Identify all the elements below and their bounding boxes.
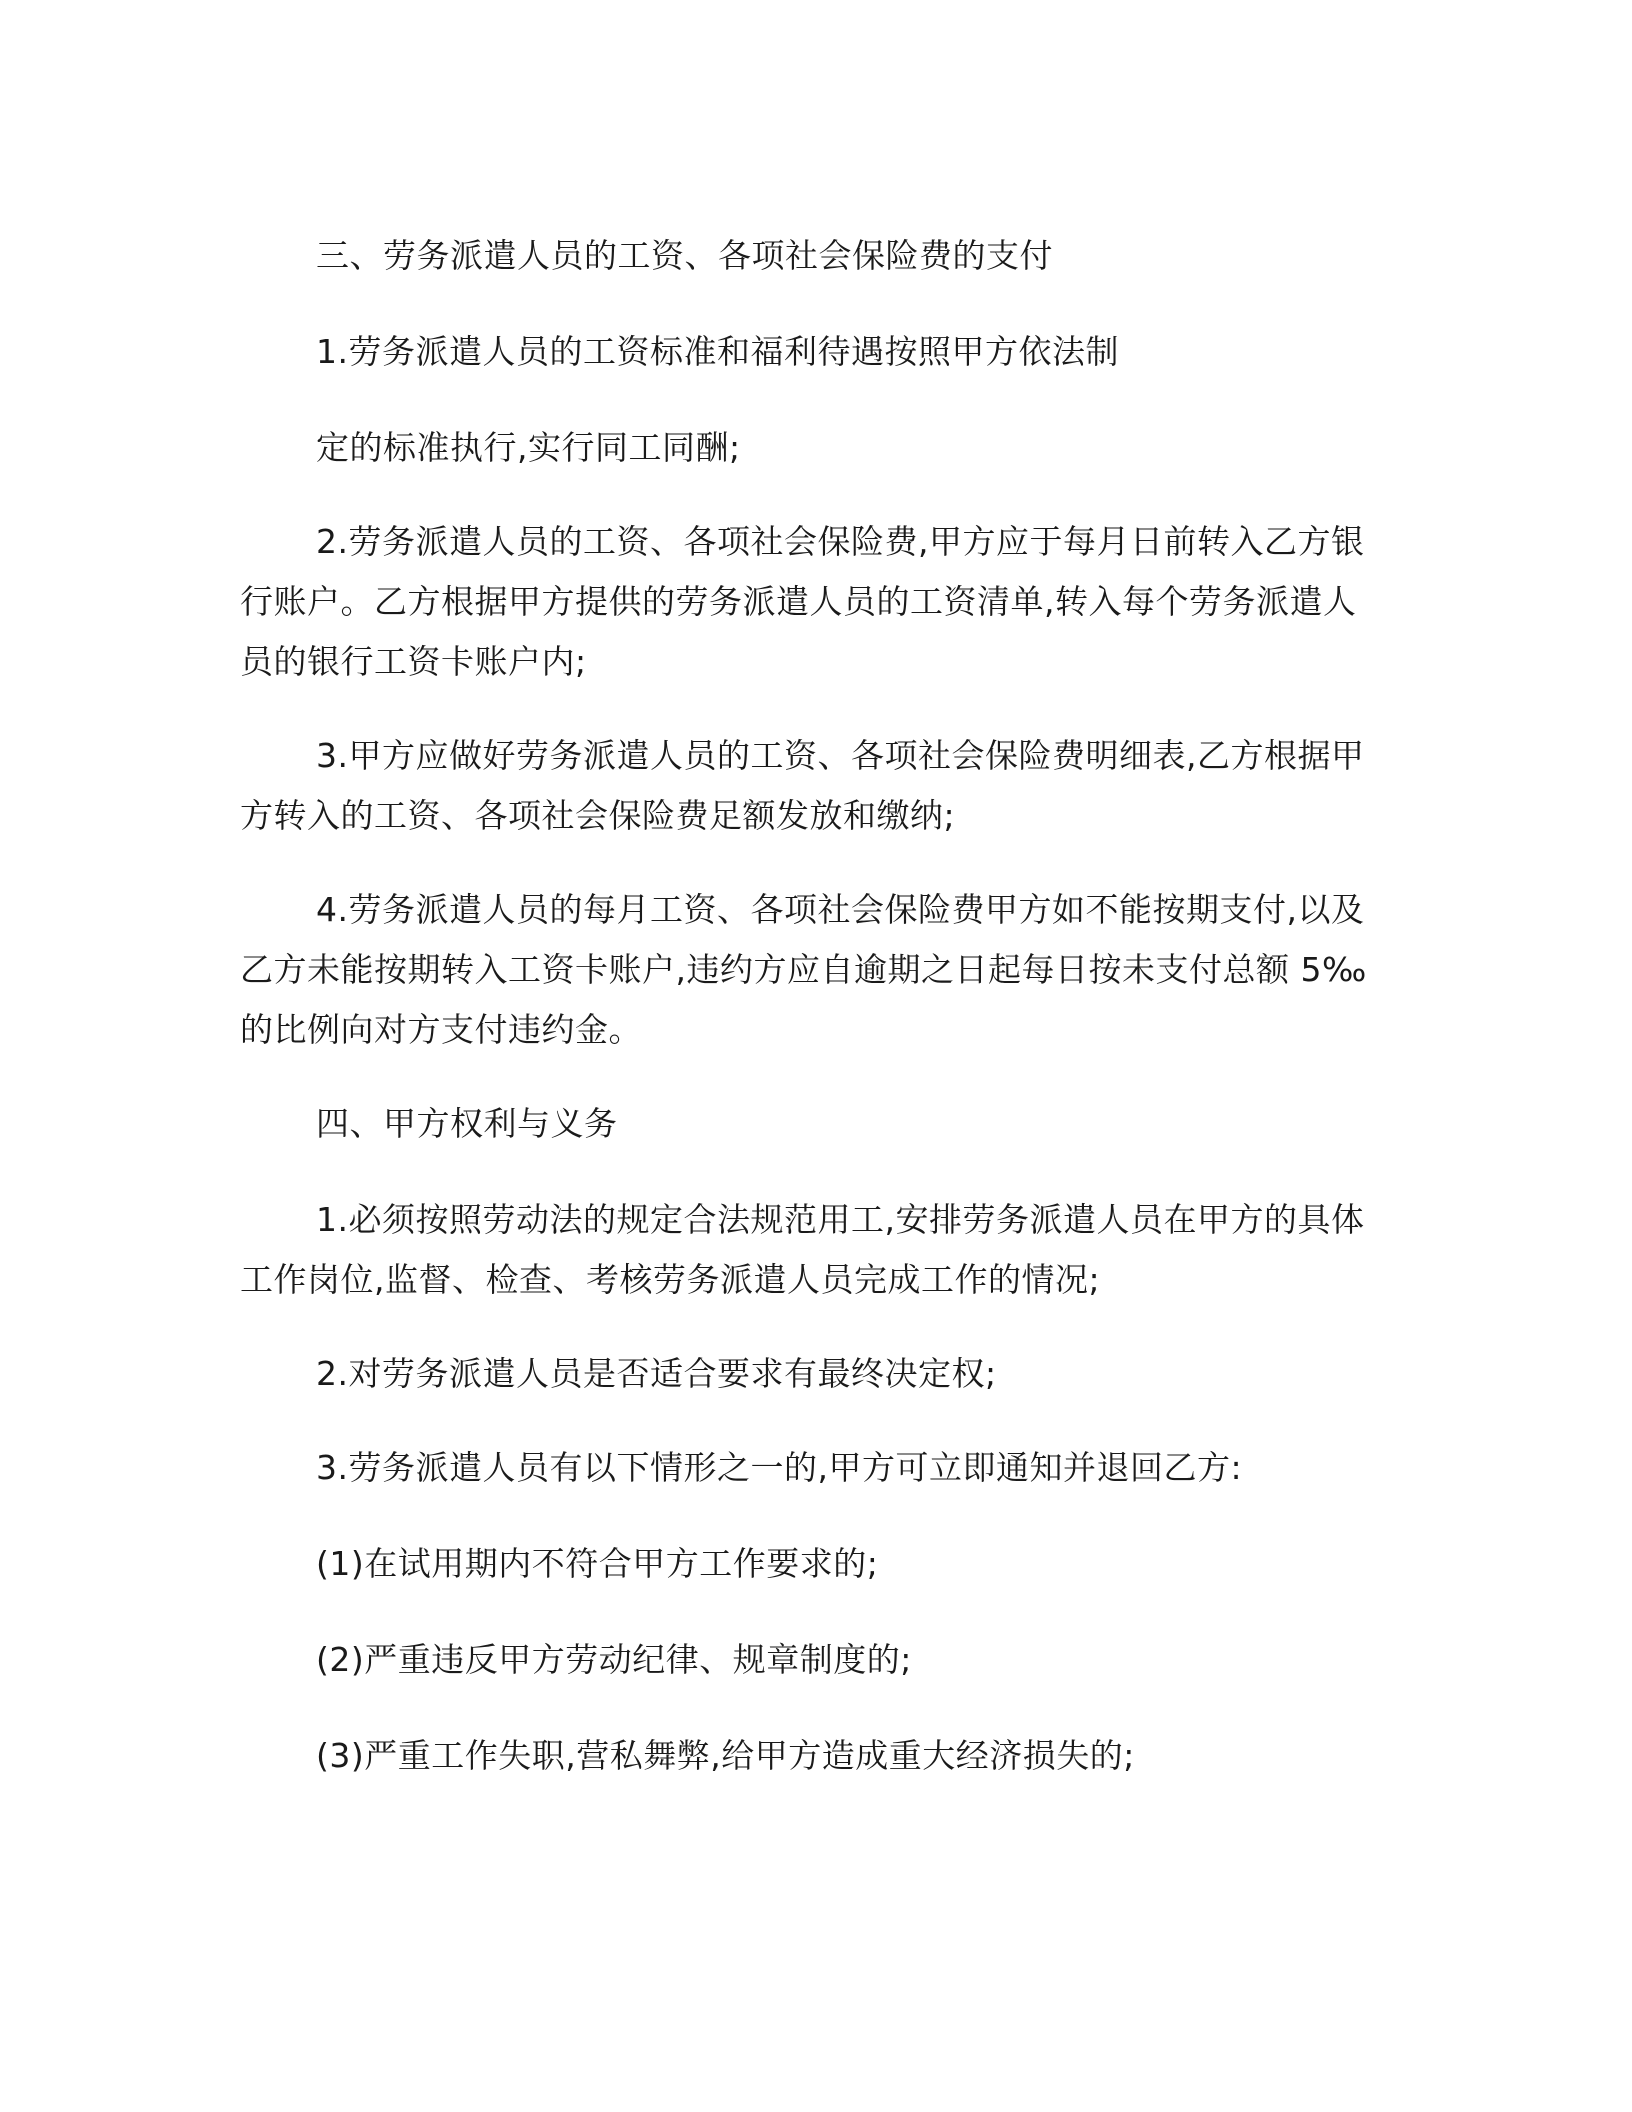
paragraph-3-1-line2: 定的标准执行,实行同工同酬; bbox=[316, 428, 741, 467]
paragraph-3-3: 3.甲方应做好劳务派遣人员的工资、各项社会保险费明细表,乙方根据甲方转入的工资、各项社会保险费足额发放和缴纳; bbox=[240, 736, 1365, 835]
list-item-4-3-3: (3)严重工作失职,营私舞弊,给甲方造成重大经济损失的; bbox=[316, 1736, 1135, 1775]
paragraph-4-1: 1.必须按照劳动法的规定合法规范用工,安排劳务派遣人员在甲方的具体工作岗位,监督、检查、考核劳务派遣人员完成工作的情况; bbox=[240, 1200, 1365, 1299]
paragraph-3-4: 4.劳务派遣人员的每月工资、各项社会保险费甲方如不能按期支付,以及乙方未能按期转入工资卡账户,违约方应自逾期之日起每日按未支付总额 5‰的比例向对方支付违约金。 bbox=[240, 890, 1367, 1049]
paragraph-3-1-line1: 1.劳务派遣人员的工资标准和福利待遇按照甲方依法制 bbox=[316, 332, 1119, 371]
paragraph-4-2: 2.对劳务派遣人员是否适合要求有最终决定权; bbox=[316, 1354, 997, 1393]
paragraph-3-2: 2.劳务派遣人员的工资、各项社会保险费,甲方应于每月日前转入乙方银行账户。乙方根据甲方提供的劳务派遣人员的工资清单,转入每个劳务派遣人员的银行工资卡账户内; bbox=[240, 522, 1365, 681]
section-heading-4: 四、甲方权利与义务 bbox=[316, 1104, 618, 1143]
paragraph-4-3: 3.劳务派遣人员有以下情形之一的,甲方可立即通知并退回乙方: bbox=[316, 1448, 1243, 1487]
list-item-4-3-2: (2)严重违反甲方劳动纪律、规章制度的; bbox=[316, 1640, 912, 1679]
list-item-4-3-1: (1)在试用期内不符合甲方工作要求的; bbox=[316, 1544, 879, 1583]
section-heading-3: 三、劳务派遣人员的工资、各项社会保险费的支付 bbox=[316, 236, 1053, 275]
document-body bbox=[240, 226, 1370, 1786]
